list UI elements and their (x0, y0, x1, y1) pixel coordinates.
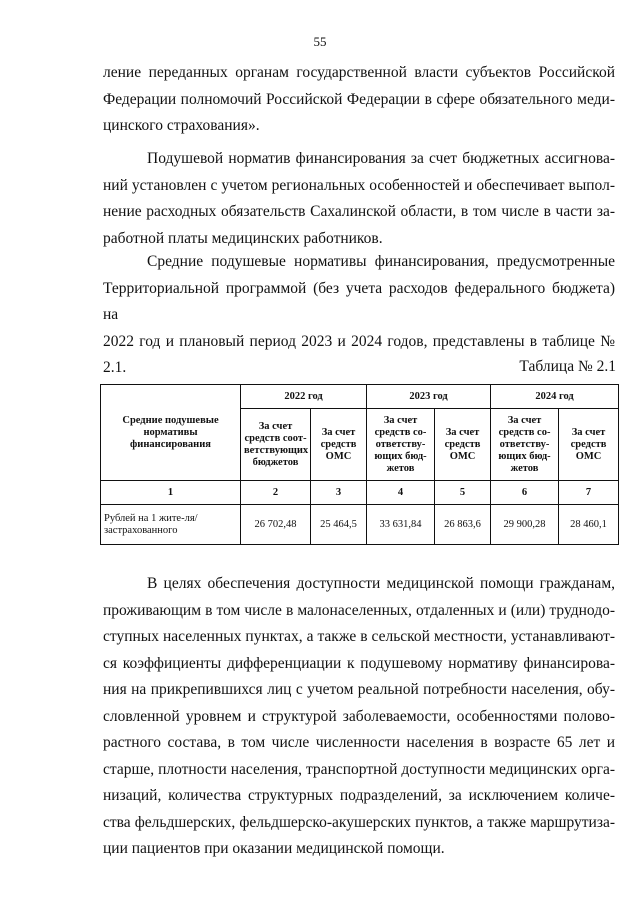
column-number: 2 (241, 481, 311, 505)
text-line: ства фельдшерских, фельдшерско-акушерских пунктов, а также маршрутиза- (103, 813, 615, 831)
subheader-cell: За счет средств соот-ветствующих бюджетов (241, 409, 311, 481)
column-number: 6 (491, 481, 559, 505)
column-number: 4 (367, 481, 435, 505)
table-cell: 33 631,84 (367, 505, 435, 545)
subheader-cell: За счет средств со-ответству-ющих бюд-жетов (491, 409, 559, 481)
table-cell: 26 863,6 (435, 505, 491, 545)
row-header-cell: Средние подушевые нормативы финансирования (101, 385, 241, 481)
column-number: 5 (435, 481, 491, 505)
column-number-row (101, 481, 619, 505)
text-line: В целях обеспечения доступности медицинской помощи гражданам, (147, 575, 615, 592)
paragraph-4 (103, 571, 615, 863)
table-row (101, 505, 619, 545)
text-line: ний установлен с учетом региональных особенностей и обеспечивает выпол- (103, 176, 615, 194)
text-line: 2.1. (103, 359, 127, 376)
text-line: Подушевой норматив финансирования за счет бюджетных ассигнова- (147, 150, 615, 167)
text-line: ния на прикрепившихся лиц с учетом реальной потребности населения, обу- (103, 681, 615, 698)
text-line: Территориальной программой (без учета расходов федерального бюджета) на (103, 279, 615, 323)
page-number: 55 (313, 34, 327, 49)
text-line: Средние подушевые нормативы финансирования, предусмотренные (147, 253, 615, 270)
text-line: ступных населенных пунктах, а также в сельской местности, устанавливают- (103, 628, 615, 645)
paragraph-2 (103, 146, 615, 252)
table-cell: 28 460,1 (559, 505, 619, 545)
column-number: 3 (311, 481, 367, 505)
column-number: 1 (101, 481, 241, 505)
text-line: ление переданных органам государственной власти субъектов Российской (103, 64, 615, 81)
table-cell: 29 900,28 (491, 505, 559, 545)
text-line: нение расходных обязательств Сахалинской области, в том числе в части за- (103, 203, 615, 220)
text-line: 2022 год и плановый период 2023 и 2024 годов, представлены в таблице № (103, 332, 615, 350)
subheader-cell: За счет средств ОМС (311, 409, 367, 481)
text-line: работной платы медицинских работников. (103, 229, 383, 247)
subheader-cell: За счет средств ОМС (435, 409, 491, 481)
text-line: низаций, количества структурных подразделений, за исключением количе- (103, 787, 615, 804)
financing-table (100, 384, 619, 545)
text-line: Федерации полномочий Российской Федерации в сфере обязательного меди- (103, 90, 615, 108)
table-cell: 26 702,48 (241, 505, 311, 545)
text-line: ся коэффициенты дифференциации к подушевому нормативу финансирова- (103, 654, 615, 672)
text-line: растного состава, в том числе численности населения в возрасте 65 лет и (103, 734, 615, 751)
subheader-cell: За счет средств ОМС (559, 409, 619, 481)
table-cell: 25 464,5 (311, 505, 367, 545)
text-line: цинского страхования». (103, 117, 260, 134)
year-header: 2024 год (491, 385, 619, 409)
table-caption: Таблица № 2.1 (519, 358, 616, 375)
paragraph-1 (103, 60, 615, 140)
text-line: проживающим в том числе в малонаселенных, отдаленных и (или) труднодо- (103, 601, 615, 619)
column-number: 7 (559, 481, 619, 505)
text-line: ции пациентов при оказании медицинской помощи. (103, 840, 445, 857)
text-line: словленной уровнем и структурой заболеваемости, особенностями полово- (103, 707, 615, 725)
row-label: Рублей на 1 жите-ля/застрахованного (101, 505, 241, 545)
year-header: 2023 год (367, 385, 491, 409)
text-line: старше, плотности населения, транспортной доступности медицинских орга- (103, 760, 615, 778)
subheader-cell: За счет средств со-ответству-ющих бюд-жетов (367, 409, 435, 481)
year-header: 2022 год (241, 385, 367, 409)
